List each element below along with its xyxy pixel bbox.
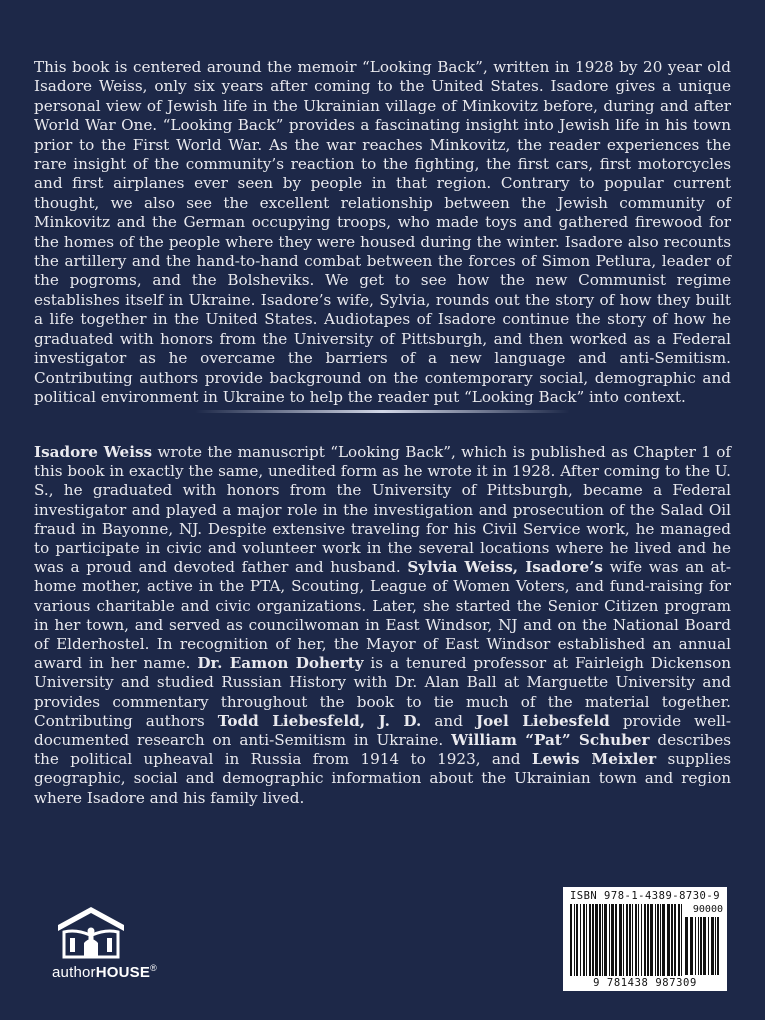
barcode-bar (695, 917, 696, 975)
bio-text-isadore: wrote the manuscript “Looking Back”, which is published as Chapter 1 of this book in exactly the same, unedited form as he wrote it in 1928. After coming to the U. S., he graduated with honors from the University of Pittsburgh, became a Federal investigator and played a major role in the investigation and prosecution of the Salad Oil fraud in Bayonne, NJ. Despite extensive traveling for his Civil Service work, he managed to participate in civic and volunteer work in the several locations where he lived and he was a proud and devoted father and husband. (34, 443, 731, 577)
author-name-todd-liebesfeld: Todd Liebesfeld, J. D. (217, 711, 422, 730)
barcode-bar (599, 904, 601, 976)
ean-barcode-bars (570, 904, 682, 976)
barcode-bar (586, 904, 587, 976)
barcode-bar (711, 917, 714, 975)
publisher-name (52, 963, 162, 981)
barcode-bar (611, 904, 614, 976)
barcode-bar (678, 904, 680, 976)
author-name-isadore-weiss: Isadore Weiss (34, 443, 153, 461)
barcode-digits: 9 781438 987309 (593, 977, 697, 989)
bio-text-schuber: describes the political upheaval in Russia from 1914 to 1923, and (34, 731, 731, 769)
publisher-name-house: HOUSE (95, 964, 151, 981)
author-name-joel-liebesfeld: Joel Liebesfeld (475, 711, 610, 730)
author-name-william-schuber: William “Pat” Schuber (451, 731, 650, 750)
barcode-bar (690, 917, 693, 975)
barcode-bar (592, 904, 594, 976)
section-divider (195, 410, 570, 413)
barcode-bar (641, 904, 642, 976)
bio-text-and: and (421, 711, 476, 730)
back-cover-blurb: This book is centered around the memoir “Looking Back”, written in 1928 by 20 year old Isadore Weiss, only six years after coming to the United States. Isadore gives a unique personal view of Jewish life in the Ukrainian village of Minkovitz before, during and after World War One. “Looking Back” provides a fascinating insight into Jewish life in his town prior to the First World War. As the war reaches Minkovitz, the reader experiences the rare insight of the community’s reaction to the fighting, the first cars, first motorcycles and first airplanes ever seen by people in that region. Contrary to popular current thought, we also see the excellent relationship between the Jewish community of Minkovitz and the German occupying troops, who made toys and gathered firewood for the homes of the people where they were housed during the winter. Isadore also recounts the artillery and the hand-to-hand combat between the forces of Simon Petlura, leader of the pogroms, and the Bolsheviks. We get to see how the new Communist regime establishes itself in Ukraine. Isadore’s wife, Sylvia, rounds out the story of how they built a life together in the United States. Audiotapes of Isadore continue the story of how he graduated with honors from the University of Pittsburgh, and then worked as a Federal investigator as he overcame the barriers of a new language and anti-Semitism. Contributing authors provide background on the contemporary social, demographic and political environment in Ukraine to help the reader put “Looking Back” into context. (34, 58, 731, 406)
bio-text-doherty: is a tenured professor at Fairleigh Dickenson University and studied Russian History with Dr. Alan Ball at Marguette University and provides commentary throughout the book to tie much of the material together. Contributing authors (34, 654, 732, 730)
barcode-bar (674, 904, 676, 976)
price-code: 90000 (692, 904, 723, 915)
barcode-bar (662, 904, 665, 976)
barcode-bar (671, 904, 673, 976)
barcode-bar (717, 917, 719, 975)
barcode-bar (602, 904, 603, 976)
barcode-bar (681, 904, 682, 976)
barcode-bar (644, 904, 646, 976)
barcode-bar (615, 904, 617, 976)
barcode-bar (580, 904, 581, 976)
barcode-bar (595, 904, 598, 976)
barcode-bar (604, 904, 607, 976)
bio-text-sylvia: wife was an at-home mother, active in the PTA, Scouting, League of Women Voters, and fund-raising for various charitable and civic organizations. Later, she started the Senior Citizen program in her town, and served as councilwoman in East Windsor, NJ and on the National Board of Elderhostel. In recognition of her, the Mayor of East Windsor established an annual award in her name. (34, 558, 731, 673)
barcode-bar (635, 904, 637, 976)
author-bios (34, 443, 731, 808)
barcode-bar (619, 904, 622, 976)
barcode-bar (626, 904, 628, 976)
barcode-bar (632, 904, 633, 976)
barcode-bar (570, 904, 572, 976)
barcode-bar (623, 904, 624, 976)
barcode-bar (700, 917, 702, 975)
barcode-bar (589, 904, 591, 976)
author-name-sylvia-weiss: Sylvia Weiss, Isadore’s (407, 558, 603, 577)
registered-mark: ® (150, 963, 157, 973)
barcode-bar (685, 917, 688, 975)
bio-text-meixler: supplies geographic, social and demographic information about the Ukrainian town and region where Isadore and his family lived. (34, 750, 731, 807)
barcode-bar (574, 904, 575, 976)
barcode-bar (657, 904, 659, 976)
barcode-bar (650, 904, 653, 976)
publisher-logo (52, 905, 162, 995)
barcode-bar (667, 904, 670, 976)
price-barcode-bars (685, 917, 721, 975)
isbn-number: ISBN 978-1-4389-8730-9 (569, 890, 721, 902)
barcode-bar (609, 904, 610, 976)
barcode-bar (576, 904, 578, 976)
bio-text-joel: provide well-documented research on anti-Semitism in Ukraine. (34, 711, 732, 750)
author-name-lewis-meixler: Lewis Meixler (531, 750, 657, 769)
barcode-bar (703, 917, 706, 975)
barcode-bar (708, 917, 709, 975)
barcode-bar (698, 917, 699, 975)
publisher-name-author: author (52, 964, 96, 981)
author-name-eamon-doherty: Dr. Eamon Doherty (197, 654, 364, 673)
barcode-bar (629, 904, 631, 976)
house-book-icon (56, 905, 126, 961)
barcode-bar (638, 904, 639, 976)
barcode-bar (647, 904, 649, 976)
barcode-bar (660, 904, 661, 976)
isbn-barcode (563, 887, 727, 991)
barcode-bar (715, 917, 716, 975)
barcode-bar (583, 904, 585, 976)
barcode-bar (655, 904, 656, 976)
